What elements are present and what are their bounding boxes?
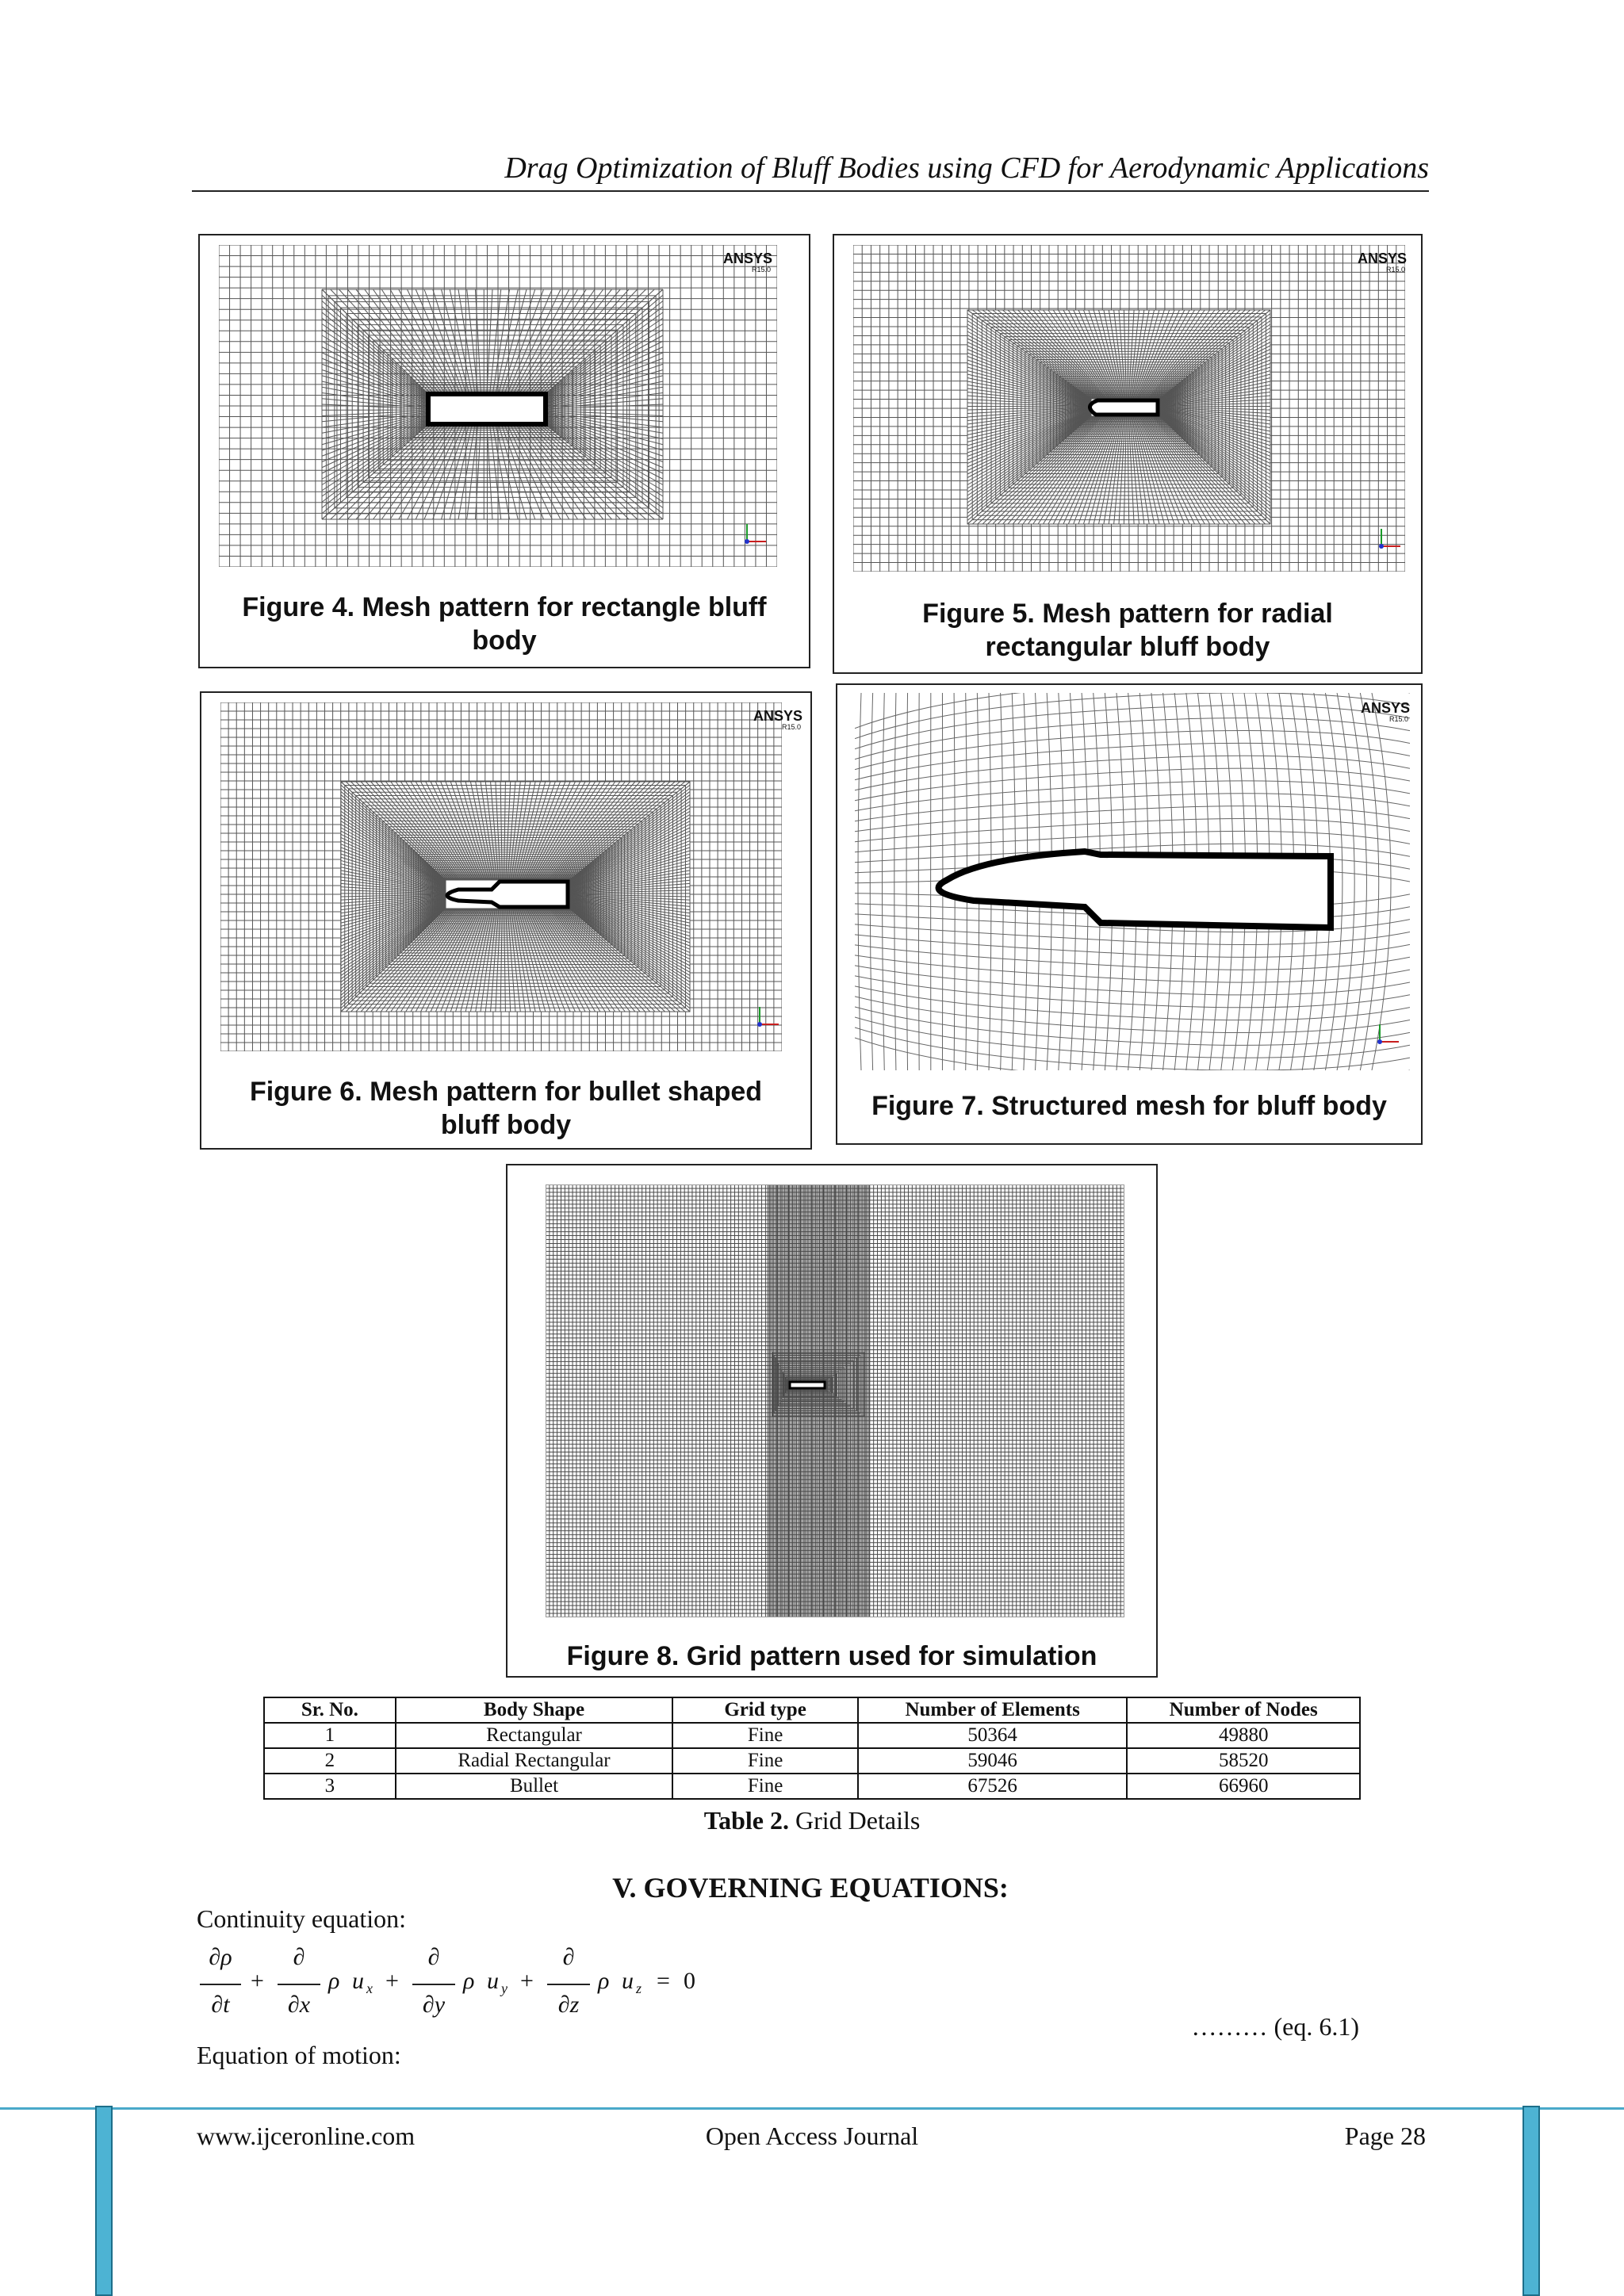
footer-bar-right bbox=[1522, 2106, 1540, 2296]
table-caption-label: Table 2. bbox=[703, 1806, 789, 1835]
fraction-bar bbox=[200, 1984, 241, 1985]
equation-reference: ……… (eq. 6.1) bbox=[1191, 2012, 1359, 2041]
eq-operator: + bbox=[385, 1968, 399, 1994]
header-rule bbox=[192, 190, 1429, 192]
logo-version: R15.0 bbox=[1385, 266, 1405, 274]
fraction-bar bbox=[547, 1984, 590, 1985]
column-header: Number of Nodes bbox=[1127, 1697, 1360, 1723]
eq-operator: + bbox=[520, 1968, 534, 1994]
eq-symbol: ∂ bbox=[422, 1992, 435, 2018]
figure-7-mesh bbox=[855, 693, 1410, 1070]
table-row bbox=[264, 1723, 1360, 1748]
table-cell: 3 bbox=[264, 1774, 396, 1799]
caption-line: bluff body bbox=[440, 1110, 572, 1140]
eq-subscript: y bbox=[501, 1980, 508, 1996]
eq-symbol: z bbox=[569, 1992, 580, 2018]
column-header: Number of Elements bbox=[858, 1697, 1128, 1723]
grid-details-table bbox=[263, 1697, 1361, 1800]
table-cell: Bullet bbox=[396, 1774, 673, 1799]
eq-symbol: ∂ bbox=[211, 1992, 224, 2018]
section-heading: V. GOVERNING EQUATIONS: bbox=[612, 1872, 1009, 1904]
figure-8-caption bbox=[508, 1640, 1156, 1673]
figure-5-caption bbox=[834, 597, 1421, 664]
eq-symbol: 0 bbox=[684, 1968, 695, 1994]
eq-symbol: u bbox=[622, 1968, 634, 1994]
logo-brand: ANSYS bbox=[723, 251, 773, 266]
figure-8 bbox=[506, 1164, 1158, 1678]
eq-symbol: ρ bbox=[598, 1968, 610, 1994]
eq-subscript: x bbox=[366, 1980, 373, 1996]
fraction-bar bbox=[412, 1984, 455, 1985]
eq-symbol: ∂ bbox=[293, 1944, 305, 1970]
caption-line: Figure 8. Grid pattern used for simulation bbox=[566, 1641, 1097, 1671]
eq-symbol: ∂ bbox=[287, 1992, 300, 2018]
eq-symbol: u bbox=[352, 1968, 364, 1994]
eq-subscript: z bbox=[636, 1980, 642, 1996]
logo-version: R15.0 bbox=[1388, 715, 1408, 723]
table-header-row bbox=[264, 1697, 1360, 1723]
fraction-bar bbox=[278, 1984, 320, 1985]
eq-symbol: ∂ bbox=[427, 1944, 440, 1970]
figure-5 bbox=[833, 234, 1423, 674]
table-cell: Radial Rectangular bbox=[396, 1748, 673, 1774]
logo-brand: ANSYS bbox=[1358, 251, 1408, 266]
figure-5-mesh bbox=[853, 245, 1408, 572]
caption-line: body bbox=[472, 626, 537, 656]
table-cell: Fine bbox=[672, 1748, 858, 1774]
ansys-logo bbox=[723, 251, 771, 274]
table-cell: 1 bbox=[264, 1723, 396, 1748]
ansys-logo bbox=[753, 709, 801, 731]
footer-bar-left bbox=[95, 2106, 113, 2296]
figure-7 bbox=[836, 683, 1423, 1145]
eq-symbol: ρ bbox=[328, 1968, 340, 1994]
caption-line: Figure 7. Structured mesh for bluff body bbox=[871, 1091, 1387, 1121]
footer-url[interactable]: www.ijceronline.com bbox=[197, 2122, 416, 2150]
table-cell: 49880 bbox=[1127, 1723, 1360, 1748]
motion-label: Equation of motion: bbox=[197, 2041, 401, 2069]
running-header: Drag Optimization of Bluff Bodies using CFD for Aerodynamic Applications bbox=[504, 151, 1429, 185]
figure-6-mesh bbox=[220, 702, 782, 1051]
continuity-equation bbox=[198, 1944, 737, 2031]
table-cell: Fine bbox=[672, 1774, 858, 1799]
table-cell: 59046 bbox=[858, 1748, 1128, 1774]
logo-brand: ANSYS bbox=[753, 708, 803, 724]
table-cell: 50364 bbox=[858, 1723, 1128, 1748]
figure-6-caption bbox=[201, 1075, 810, 1142]
table-cell: 67526 bbox=[858, 1774, 1128, 1799]
figure-4-caption bbox=[200, 591, 809, 657]
eq-symbol: y bbox=[434, 1992, 446, 2018]
eq-operator: + bbox=[251, 1968, 264, 1994]
eq-symbol: ∂ bbox=[557, 1992, 570, 2018]
table-cell: Fine bbox=[672, 1723, 858, 1748]
eq-symbol: t bbox=[223, 1992, 230, 2018]
table-cell: 58520 bbox=[1127, 1748, 1360, 1774]
footer-rule bbox=[0, 2107, 1624, 2110]
eq-symbol: x bbox=[299, 1992, 311, 2018]
table-caption bbox=[263, 1806, 1361, 1835]
eq-symbol: ∂ bbox=[562, 1944, 575, 1970]
figure-8-grid bbox=[546, 1184, 1124, 1617]
table-cell: Rectangular bbox=[396, 1723, 673, 1748]
ansys-logo bbox=[1358, 251, 1408, 274]
table-caption-text: Grid Details bbox=[789, 1806, 921, 1835]
caption-line: Figure 5. Mesh pattern for radial bbox=[922, 599, 1333, 629]
eq-operator: = bbox=[657, 1968, 670, 1994]
figure-4 bbox=[198, 234, 810, 668]
caption-line: Figure 4. Mesh pattern for rectangle bluff bbox=[242, 592, 767, 622]
table-cell: 66960 bbox=[1127, 1774, 1360, 1799]
logo-version: R15.0 bbox=[751, 266, 771, 274]
logo-version: R15.0 bbox=[781, 723, 801, 731]
eq-symbol: u bbox=[487, 1968, 499, 1994]
eq-symbol: ρ bbox=[463, 1968, 475, 1994]
table-row bbox=[264, 1748, 1360, 1774]
column-header: Grid type bbox=[672, 1697, 858, 1723]
figure-4-mesh bbox=[219, 245, 777, 567]
eq-symbol: ∂ bbox=[209, 1944, 221, 1970]
figure-6 bbox=[200, 691, 812, 1150]
column-header: Body Shape bbox=[396, 1697, 673, 1723]
figure-7-caption bbox=[837, 1089, 1421, 1123]
caption-line: Figure 6. Mesh pattern for bullet shaped bbox=[249, 1077, 763, 1107]
eq-symbol: ρ bbox=[220, 1944, 232, 1970]
continuity-label: Continuity equation: bbox=[197, 1904, 406, 1933]
caption-line: rectangular bluff body bbox=[985, 632, 1270, 662]
footer-page: Page 28 bbox=[1344, 2122, 1426, 2150]
table-cell: 2 bbox=[264, 1748, 396, 1774]
logo-brand: ANSYS bbox=[1361, 700, 1411, 716]
ansys-logo bbox=[1361, 700, 1411, 723]
column-header: Sr. No. bbox=[264, 1697, 396, 1723]
footer-journal: Open Access Journal bbox=[705, 2122, 919, 2150]
table-row bbox=[264, 1774, 1360, 1799]
